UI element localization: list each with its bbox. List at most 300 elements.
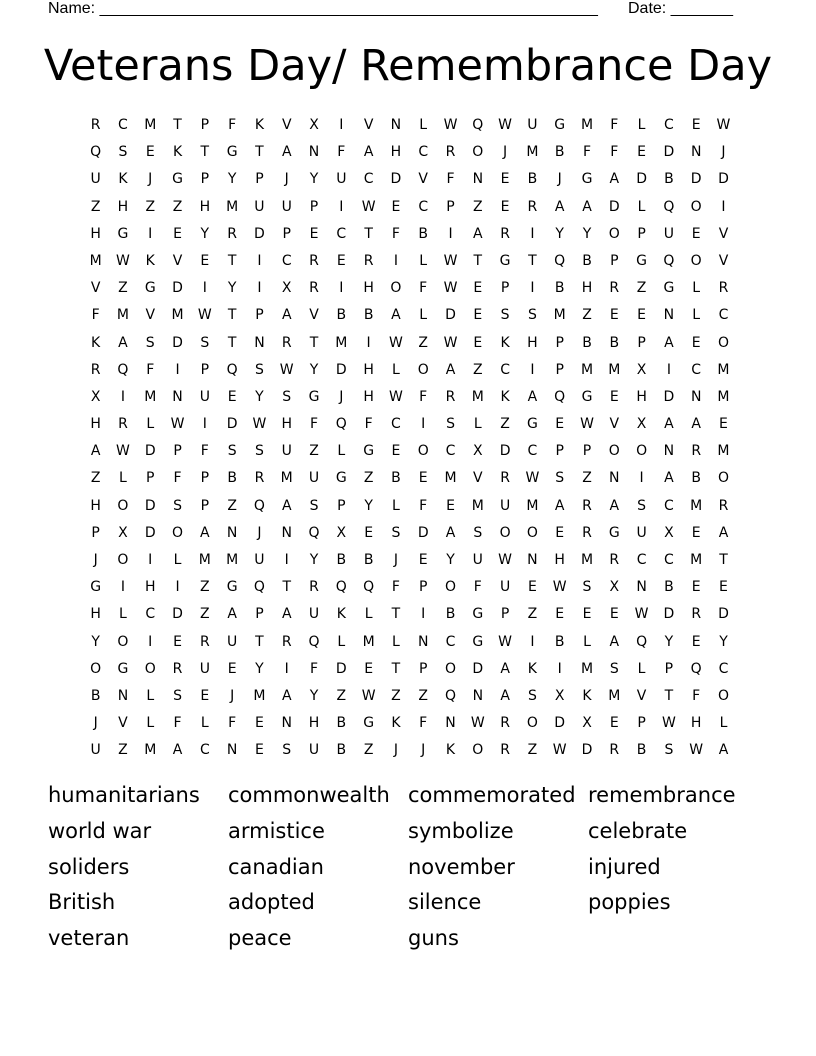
grid-letter[interactable]: G xyxy=(499,252,511,269)
grid-letter[interactable]: X xyxy=(118,524,128,541)
grid-letter[interactable]: U xyxy=(281,443,292,460)
grid-letter[interactable]: W xyxy=(361,198,376,215)
grid-letter[interactable]: T xyxy=(391,660,401,677)
grid-letter[interactable]: G xyxy=(554,117,566,133)
grid-letter[interactable]: E xyxy=(200,687,210,704)
grid-letter[interactable]: E xyxy=(200,252,210,269)
grid-letter[interactable]: J xyxy=(557,171,562,188)
grid-letter[interactable]: J xyxy=(393,742,398,759)
grid-letter[interactable]: L xyxy=(692,307,701,324)
grid-letter[interactable]: Z xyxy=(418,687,428,704)
grid-letter[interactable]: U xyxy=(90,742,101,759)
grid-letter[interactable]: S xyxy=(254,443,264,460)
grid-letter[interactable]: A xyxy=(582,198,592,215)
grid-letter[interactable]: R xyxy=(527,198,538,215)
grid-letter[interactable]: U xyxy=(636,524,647,541)
grid-letter[interactable]: I xyxy=(557,660,562,677)
grid-letter[interactable]: I xyxy=(175,361,180,378)
grid-letter[interactable]: B xyxy=(664,579,674,596)
grid-letter[interactable]: F xyxy=(337,144,346,161)
grid-letter[interactable]: P xyxy=(200,171,210,188)
grid-letter[interactable]: Q xyxy=(308,524,320,541)
grid-letter[interactable]: R xyxy=(118,416,128,433)
grid-letter[interactable]: B xyxy=(445,606,456,623)
grid-letter[interactable]: F xyxy=(610,144,619,161)
grid-letter[interactable]: O xyxy=(499,524,511,541)
grid-letter[interactable]: L xyxy=(146,687,155,704)
grid-letter[interactable]: Z xyxy=(227,497,237,514)
grid-letter[interactable]: G xyxy=(581,388,593,405)
grid-letter[interactable]: S xyxy=(309,497,319,514)
grid-letter[interactable]: C xyxy=(363,171,374,188)
grid-letter[interactable]: O xyxy=(472,144,484,161)
grid-letter[interactable]: P xyxy=(446,198,455,215)
grid-letter[interactable]: E xyxy=(227,388,237,405)
grid-letter[interactable]: Z xyxy=(582,470,592,487)
grid-letter[interactable]: X xyxy=(473,443,483,460)
grid-letter[interactable]: F xyxy=(173,470,182,487)
grid-letter[interactable]: R xyxy=(227,225,237,242)
grid-letter[interactable]: A xyxy=(200,524,210,541)
grid-letter[interactable]: I xyxy=(421,416,426,433)
grid-letter[interactable]: N xyxy=(636,579,647,596)
grid-letter[interactable]: B xyxy=(691,470,701,487)
grid-letter[interactable]: I xyxy=(148,225,153,242)
grid-letter[interactable]: A xyxy=(172,742,183,759)
grid-letter[interactable]: U xyxy=(663,225,674,242)
grid-letter[interactable]: P xyxy=(418,660,428,677)
grid-letter[interactable]: W xyxy=(498,117,513,133)
grid-letter[interactable]: R xyxy=(445,388,456,405)
grid-letter[interactable]: F xyxy=(228,715,237,732)
grid-letter[interactable]: E xyxy=(418,552,428,568)
grid-letter[interactable]: O xyxy=(417,443,429,460)
grid-letter[interactable]: Z xyxy=(391,687,401,704)
grid-letter[interactable]: B xyxy=(418,225,429,242)
grid-letter[interactable]: Y xyxy=(227,171,237,188)
grid-letter[interactable]: M xyxy=(89,252,102,269)
grid-letter[interactable]: I xyxy=(339,280,344,297)
grid-letter[interactable]: M xyxy=(253,687,266,704)
grid-letter[interactable]: P xyxy=(146,470,155,487)
grid-letter[interactable]: U xyxy=(499,579,511,596)
grid-letter[interactable]: W xyxy=(170,416,185,433)
grid-letter[interactable]: E xyxy=(609,715,619,732)
grid-letter[interactable]: G xyxy=(581,171,593,188)
grid-letter[interactable]: U xyxy=(199,388,210,405)
grid-letter[interactable]: R xyxy=(309,252,319,269)
grid-letter[interactable]: D xyxy=(663,606,675,623)
grid-letter[interactable]: M xyxy=(526,144,539,161)
grid-letter[interactable]: A xyxy=(609,171,620,188)
grid-letter[interactable]: B xyxy=(336,552,347,568)
grid-letter[interactable]: A xyxy=(664,470,674,487)
grid-letter[interactable]: D xyxy=(144,524,156,541)
grid-letter[interactable]: E xyxy=(719,579,728,596)
grid-letter[interactable]: N xyxy=(690,388,702,405)
grid-letter[interactable]: B xyxy=(391,470,401,487)
grid-letter[interactable]: H xyxy=(117,198,129,215)
grid-letter[interactable]: B xyxy=(554,144,565,161)
grid-letter[interactable]: N xyxy=(281,715,292,732)
grid-letter[interactable]: U xyxy=(254,198,265,215)
grid-letter[interactable]: L xyxy=(719,715,728,732)
grid-letter[interactable]: E xyxy=(391,198,401,215)
grid-letter[interactable]: X xyxy=(90,388,101,405)
grid-letter[interactable]: I xyxy=(148,552,153,568)
grid-letter[interactable]: R xyxy=(281,633,292,650)
grid-letter[interactable]: T xyxy=(173,117,182,133)
grid-letter[interactable]: U xyxy=(527,117,538,133)
grid-letter[interactable]: S xyxy=(282,742,292,759)
grid-letter[interactable]: F xyxy=(692,687,701,704)
grid-letter[interactable]: B xyxy=(336,715,347,732)
grid-letter[interactable]: I xyxy=(666,361,671,378)
grid-letter[interactable]: S xyxy=(609,660,619,677)
grid-letter[interactable]: B xyxy=(336,307,347,324)
grid-letter[interactable]: Z xyxy=(200,579,210,596)
grid-letter[interactable]: C xyxy=(718,307,729,324)
grid-letter[interactable]: T xyxy=(255,633,264,650)
grid-letter[interactable]: O xyxy=(172,524,184,541)
grid-letter[interactable]: W xyxy=(388,334,403,351)
grid-letter[interactable]: V xyxy=(145,307,156,324)
grid-letter[interactable]: P xyxy=(555,361,564,378)
grid-letter[interactable]: Z xyxy=(636,280,647,297)
grid-letter[interactable]: M xyxy=(690,497,703,514)
grid-letter[interactable]: P xyxy=(610,252,619,269)
grid-letter[interactable]: B xyxy=(336,742,347,759)
grid-letter[interactable]: P xyxy=(418,579,428,596)
grid-letter[interactable]: X xyxy=(636,416,647,433)
grid-letter[interactable]: C xyxy=(718,660,729,677)
grid-letter[interactable]: D xyxy=(417,524,429,541)
grid-letter[interactable]: W xyxy=(552,742,567,759)
grid-letter[interactable]: M xyxy=(580,117,594,133)
grid-letter[interactable]: J xyxy=(339,388,344,405)
grid-letter[interactable]: M xyxy=(280,470,293,487)
grid-letter[interactable]: Q xyxy=(335,579,347,596)
grid-letter[interactable]: V xyxy=(473,470,483,487)
grid-letter[interactable]: H xyxy=(581,280,593,297)
grid-letter[interactable]: M xyxy=(171,307,184,324)
grid-letter[interactable]: F xyxy=(146,361,155,378)
grid-letter[interactable]: O xyxy=(717,334,729,351)
grid-letter[interactable]: G xyxy=(226,144,238,161)
grid-letter[interactable]: Y xyxy=(446,552,455,568)
grid-letter[interactable]: R xyxy=(609,552,620,568)
grid-letter[interactable]: D xyxy=(445,307,456,324)
grid-letter[interactable]: N xyxy=(472,171,484,188)
grid-letter[interactable]: I xyxy=(639,470,644,487)
grid-letter[interactable]: D xyxy=(144,497,156,514)
grid-letter[interactable]: Q xyxy=(663,252,675,269)
grid-letter[interactable]: G xyxy=(636,252,648,269)
grid-letter[interactable]: S xyxy=(637,497,647,514)
grid-letter[interactable]: I xyxy=(148,633,153,650)
grid-letter[interactable]: W xyxy=(197,307,212,324)
grid-letter[interactable]: F xyxy=(446,171,455,188)
grid-letter[interactable]: N xyxy=(281,524,292,541)
grid-letter[interactable]: J xyxy=(93,552,98,568)
grid-letter[interactable]: P xyxy=(582,443,592,460)
grid-letter[interactable]: Z xyxy=(200,606,210,623)
grid-letter[interactable]: O xyxy=(117,633,129,650)
grid-letter[interactable]: S xyxy=(473,524,483,541)
grid-letter[interactable]: M xyxy=(362,633,375,650)
grid-letter[interactable]: L xyxy=(419,252,428,269)
grid-letter[interactable]: U xyxy=(308,606,320,623)
grid-letter[interactable]: H xyxy=(390,144,402,161)
grid-letter[interactable]: N xyxy=(254,334,265,351)
grid-letter[interactable]: Z xyxy=(336,687,347,704)
grid-letter[interactable]: R xyxy=(309,579,319,596)
grid-letter[interactable]: D xyxy=(663,144,675,161)
grid-letter[interactable]: I xyxy=(530,280,535,297)
grid-letter[interactable]: C xyxy=(636,552,647,568)
grid-letter[interactable]: I xyxy=(202,280,207,297)
grid-letter[interactable]: R xyxy=(609,280,620,297)
grid-letter[interactable]: Z xyxy=(527,742,538,759)
grid-letter[interactable]: Y xyxy=(555,225,564,242)
date-field-label[interactable]: Date: _______ xyxy=(628,0,733,17)
grid-letter[interactable]: Q xyxy=(663,198,675,215)
grid-letter[interactable]: A xyxy=(664,334,674,351)
grid-letter[interactable]: U xyxy=(227,633,238,650)
grid-letter[interactable]: M xyxy=(471,388,484,405)
grid-letter[interactable]: Z xyxy=(118,742,128,759)
grid-letter[interactable]: W xyxy=(689,742,704,759)
grid-letter[interactable]: E xyxy=(391,443,401,460)
grid-letter[interactable]: S xyxy=(173,687,182,704)
grid-letter[interactable]: F xyxy=(419,497,428,514)
grid-letter[interactable]: B xyxy=(664,171,674,188)
grid-letter[interactable]: L xyxy=(392,361,400,378)
grid-letter[interactable]: C xyxy=(418,144,429,161)
grid-letter[interactable]: P xyxy=(255,606,264,623)
grid-letter[interactable]: H xyxy=(527,334,538,351)
grid-letter[interactable]: Z xyxy=(309,443,319,460)
grid-letter[interactable]: K xyxy=(172,144,183,161)
grid-letter[interactable]: H xyxy=(554,552,565,568)
grid-letter[interactable]: H xyxy=(90,497,101,514)
grid-letter[interactable]: N xyxy=(445,715,456,732)
grid-letter[interactable]: L xyxy=(119,470,127,487)
grid-letter[interactable]: I xyxy=(202,416,207,433)
grid-letter[interactable]: E xyxy=(473,307,483,324)
grid-letter[interactable]: I xyxy=(339,117,344,133)
grid-letter[interactable]: X xyxy=(281,280,292,297)
grid-letter[interactable]: H xyxy=(636,388,647,405)
grid-letter[interactable]: T xyxy=(473,252,483,269)
grid-letter[interactable]: N xyxy=(172,388,183,405)
grid-letter[interactable]: H xyxy=(363,388,374,405)
grid-letter[interactable]: R xyxy=(691,606,702,623)
grid-letter[interactable]: G xyxy=(472,633,484,650)
grid-letter[interactable]: X xyxy=(336,524,347,541)
grid-letter[interactable]: G xyxy=(308,388,320,405)
grid-letter[interactable]: S xyxy=(118,144,128,161)
grid-letter[interactable]: X xyxy=(609,579,620,596)
grid-letter[interactable]: D xyxy=(718,171,729,188)
grid-letter[interactable]: F xyxy=(419,388,428,405)
grid-letter[interactable]: T xyxy=(255,144,264,161)
grid-letter[interactable]: A xyxy=(90,443,101,460)
grid-letter[interactable]: W xyxy=(443,280,458,297)
grid-letter[interactable]: W xyxy=(552,579,567,596)
grid-letter[interactable]: L xyxy=(473,416,482,433)
grid-letter[interactable]: U xyxy=(90,171,101,188)
grid-letter[interactable]: C xyxy=(445,443,456,460)
grid-letter[interactable]: Z xyxy=(172,198,183,215)
grid-letter[interactable]: D xyxy=(608,198,620,215)
grid-letter[interactable]: A xyxy=(718,524,729,541)
grid-letter[interactable]: G xyxy=(472,606,484,623)
grid-letter[interactable]: N xyxy=(527,552,538,568)
grid-letter[interactable]: A xyxy=(391,307,401,324)
grid-letter[interactable]: G xyxy=(526,416,538,433)
grid-letter[interactable]: I xyxy=(721,198,726,215)
grid-letter[interactable]: I xyxy=(257,280,262,297)
grid-letter[interactable]: Y xyxy=(255,660,264,677)
grid-letter[interactable]: L xyxy=(419,117,428,133)
grid-letter[interactable]: R xyxy=(582,524,592,541)
grid-letter[interactable]: T xyxy=(282,579,291,596)
grid-letter[interactable]: M xyxy=(690,552,703,568)
grid-letter[interactable]: K xyxy=(500,334,510,351)
grid-letter[interactable]: E xyxy=(364,660,374,677)
grid-letter[interactable]: F xyxy=(419,280,428,297)
grid-letter[interactable]: X xyxy=(664,524,674,541)
grid-letter[interactable]: A xyxy=(609,497,620,514)
grid-letter[interactable]: L xyxy=(392,633,400,650)
grid-letter[interactable]: Y xyxy=(364,497,373,514)
grid-letter[interactable]: R xyxy=(445,144,456,161)
grid-letter[interactable]: M xyxy=(144,742,157,759)
grid-letter[interactable]: W xyxy=(443,252,458,269)
grid-letter[interactable]: M xyxy=(144,117,157,133)
grid-letter[interactable]: E xyxy=(255,742,264,759)
grid-letter[interactable]: F xyxy=(391,579,400,596)
grid-letter[interactable]: J xyxy=(721,144,726,161)
grid-letter[interactable]: E xyxy=(309,225,319,242)
grid-letter[interactable]: Q xyxy=(90,144,102,161)
grid-letter[interactable]: O xyxy=(526,524,538,541)
grid-letter[interactable]: D xyxy=(144,443,156,460)
grid-letter[interactable]: V xyxy=(609,416,620,433)
grid-letter[interactable]: F xyxy=(582,144,592,161)
grid-letter[interactable]: T xyxy=(227,252,237,269)
grid-letter[interactable]: V xyxy=(118,715,128,732)
grid-letter[interactable]: I xyxy=(284,552,289,568)
grid-letter[interactable]: K xyxy=(527,660,537,677)
grid-letter[interactable]: N xyxy=(690,144,702,161)
grid-letter[interactable]: I xyxy=(339,198,344,215)
grid-letter[interactable]: A xyxy=(281,497,292,514)
grid-letter[interactable]: U xyxy=(499,497,511,514)
grid-letter[interactable]: Y xyxy=(309,171,319,188)
grid-letter[interactable]: S xyxy=(664,742,674,759)
grid-letter[interactable]: R xyxy=(90,117,101,133)
grid-letter[interactable]: W xyxy=(634,606,649,623)
grid-letter[interactable]: D xyxy=(172,280,183,297)
grid-letter[interactable]: F xyxy=(364,416,373,433)
grid-letter[interactable]: Y xyxy=(91,633,100,650)
grid-letter[interactable]: M xyxy=(144,388,157,405)
grid-letter[interactable]: R xyxy=(500,742,510,759)
grid-letter[interactable]: E xyxy=(473,334,483,351)
grid-letter[interactable]: K xyxy=(118,171,128,188)
grid-letter[interactable]: E xyxy=(637,307,647,324)
grid-letter[interactable]: K xyxy=(582,687,592,704)
grid-letter[interactable]: O xyxy=(390,280,402,297)
grid-letter[interactable]: Y xyxy=(582,225,592,242)
grid-letter[interactable]: M xyxy=(717,388,730,405)
grid-letter[interactable]: L xyxy=(337,633,346,650)
grid-letter[interactable]: Q xyxy=(444,687,457,704)
grid-letter[interactable]: P xyxy=(500,280,510,297)
grid-letter[interactable]: G xyxy=(117,225,129,242)
grid-letter[interactable]: W xyxy=(252,416,267,433)
grid-letter[interactable]: W xyxy=(525,470,540,487)
grid-letter[interactable]: T xyxy=(364,225,373,242)
grid-letter[interactable]: L xyxy=(692,280,701,297)
grid-letter[interactable]: E xyxy=(719,416,728,433)
grid-letter[interactable]: F xyxy=(309,660,319,677)
grid-letter[interactable]: V xyxy=(172,252,183,269)
grid-letter[interactable]: E xyxy=(555,416,565,433)
grid-letter[interactable]: U xyxy=(308,742,320,759)
grid-letter[interactable]: P xyxy=(637,715,646,732)
grid-letter[interactable]: Y xyxy=(309,687,319,704)
grid-letter[interactable]: R xyxy=(254,470,265,487)
grid-letter[interactable]: V xyxy=(309,307,319,324)
grid-letter[interactable]: M xyxy=(553,307,566,324)
grid-letter[interactable]: F xyxy=(91,307,100,324)
grid-letter[interactable]: O xyxy=(608,225,620,242)
grid-letter[interactable]: W xyxy=(661,715,676,732)
grid-letter[interactable]: Z xyxy=(500,416,510,433)
grid-letter[interactable]: G xyxy=(363,443,375,460)
grid-letter[interactable]: I xyxy=(284,660,289,677)
grid-letter[interactable]: I xyxy=(421,606,426,623)
grid-letter[interactable]: Q xyxy=(226,361,238,378)
grid-letter[interactable]: A xyxy=(363,144,374,161)
grid-letter[interactable]: A xyxy=(554,497,565,514)
grid-letter[interactable]: P xyxy=(500,606,510,623)
grid-letter[interactable]: T xyxy=(719,552,728,568)
grid-letter[interactable]: E xyxy=(691,117,701,133)
grid-letter[interactable]: C xyxy=(391,416,401,433)
grid-letter[interactable]: E xyxy=(527,579,537,596)
grid-letter[interactable]: D xyxy=(172,334,183,351)
grid-letter[interactable]: A xyxy=(281,307,292,324)
grid-letter[interactable]: J xyxy=(393,552,398,568)
grid-letter[interactable]: I xyxy=(448,225,453,242)
grid-letter[interactable]: F xyxy=(610,117,619,133)
grid-letter[interactable]: D xyxy=(636,171,647,188)
grid-letter[interactable]: Z xyxy=(363,742,374,759)
grid-letter[interactable]: Y xyxy=(309,552,319,568)
grid-letter[interactable]: L xyxy=(200,715,209,732)
grid-letter[interactable]: E xyxy=(500,171,510,188)
grid-letter[interactable]: P xyxy=(200,470,210,487)
grid-letter[interactable]: P xyxy=(664,660,674,677)
grid-letter[interactable]: W xyxy=(498,633,513,650)
grid-letter[interactable]: R xyxy=(500,225,510,242)
grid-letter[interactable]: O xyxy=(526,715,538,732)
grid-letter[interactable]: J xyxy=(284,171,289,188)
